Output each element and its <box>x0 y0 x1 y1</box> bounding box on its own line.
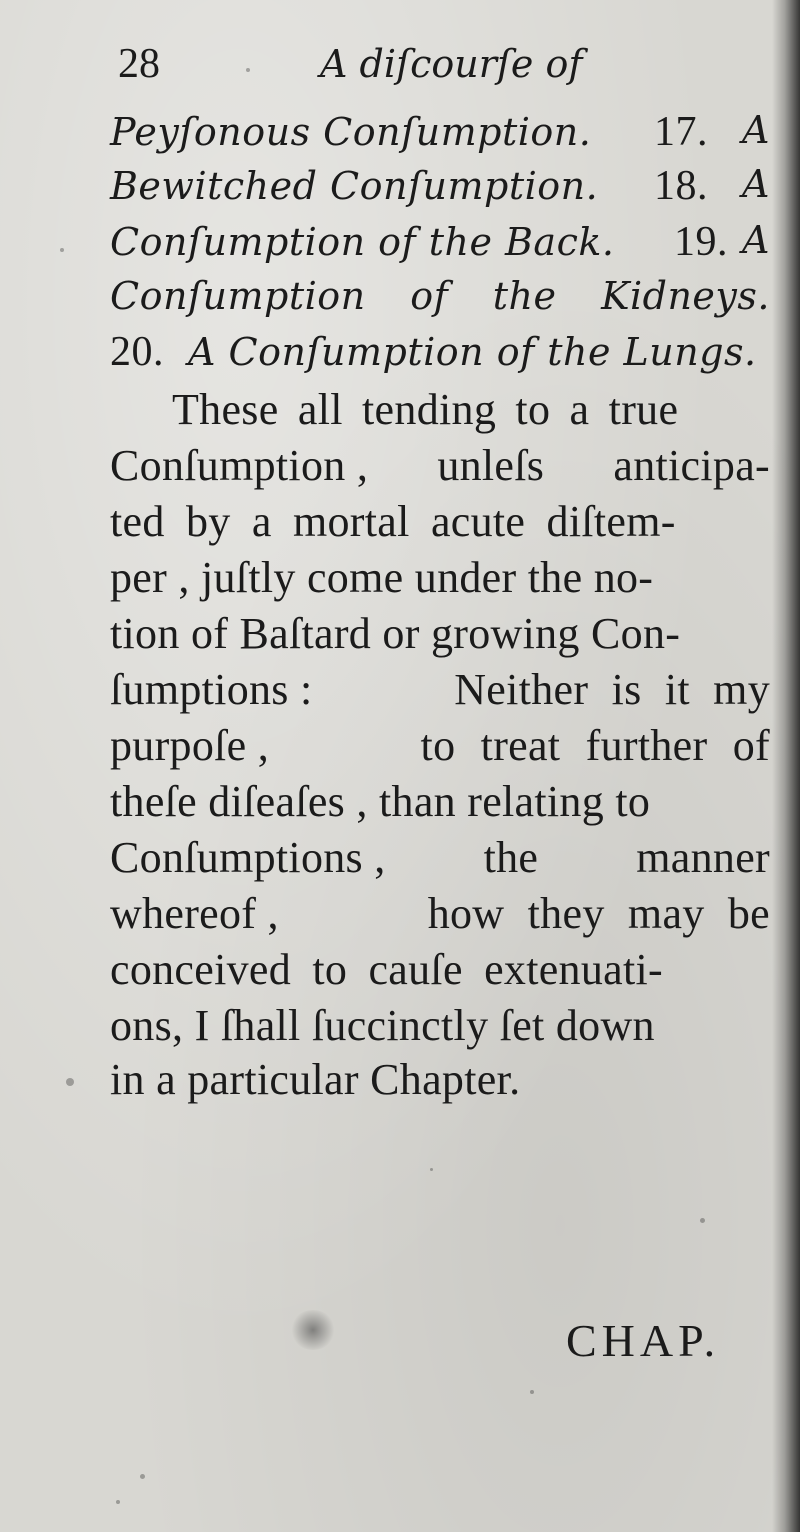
text-line <box>110 162 770 210</box>
text-segment: anticipa- <box>613 441 770 490</box>
text-segment: Neither is it my <box>454 665 770 714</box>
binding-shadow <box>772 0 800 1532</box>
text-line <box>110 1054 770 1105</box>
paper-speck <box>60 248 64 252</box>
text-line <box>110 1000 770 1051</box>
paper-speck <box>700 1218 705 1223</box>
text-line <box>110 720 770 771</box>
text-segment: Peyſonous Conſumption. <box>110 110 592 154</box>
text-segment: how they may be <box>427 889 770 938</box>
paper-speck <box>66 1078 74 1086</box>
text-line <box>110 888 770 939</box>
paper-speck <box>140 1474 145 1479</box>
text-segment: of <box>410 274 449 318</box>
text-segment: Conſumption of the Back. <box>110 220 615 264</box>
text-line <box>110 440 770 491</box>
text-segment: theſe diſeaſes , than relating to <box>110 777 651 826</box>
text-group <box>674 218 770 266</box>
text-segment: ons, I ſhall ſuccinctly ſet down <box>110 1001 655 1050</box>
text-segment: purpoſe , <box>110 721 270 770</box>
text-group <box>654 162 770 210</box>
text-segment: Conſumption , <box>110 441 369 490</box>
text-segment: ted by a mortal acute diſtem- <box>110 497 676 546</box>
text-line <box>110 274 770 318</box>
paper-speck <box>530 1390 534 1394</box>
paper-stain <box>290 1310 336 1350</box>
text-line <box>110 108 770 156</box>
text-segment: the <box>483 833 539 882</box>
running-head <box>110 40 610 96</box>
text-segment: Conſumptions , <box>110 833 386 882</box>
text-line <box>110 608 770 659</box>
text-segment: These all tending to a true <box>172 385 679 434</box>
text-segment: Kidneys. <box>601 274 770 318</box>
text-line <box>110 218 770 266</box>
page-number: 28 <box>118 41 160 87</box>
text-segment: per , juſtly come under the no- <box>110 553 654 602</box>
paper-speck <box>430 1168 433 1171</box>
paper-speck <box>116 1500 120 1504</box>
list-number: 17. <box>654 109 709 155</box>
text-line <box>110 664 770 715</box>
running-title: A diſcourſe of <box>320 42 583 86</box>
text-group <box>654 108 770 156</box>
text-segment: ſumptions : <box>110 665 313 714</box>
text-line <box>110 496 770 547</box>
text-line <box>172 384 770 435</box>
list-number: 18. <box>654 163 709 209</box>
text-segment: to treat further of <box>420 721 770 770</box>
text-segment: conceived to cauſe extenuati- <box>110 945 663 994</box>
text-segment: Conſumption <box>110 274 366 318</box>
text-line <box>110 832 770 883</box>
text-segment: A <box>742 218 770 262</box>
text-segment: A Conſumption of the Lungs. <box>188 330 757 374</box>
text-line <box>110 328 770 376</box>
text-segment: unleſs <box>437 441 545 490</box>
catchword: CHAP. <box>566 1315 721 1366</box>
list-number: 19. <box>674 219 729 265</box>
text-segment: A <box>742 108 770 152</box>
text-segment: whereof , <box>110 889 279 938</box>
text-segment: Bewitched Conſumption. <box>110 164 599 208</box>
text-segment: manner <box>636 833 770 882</box>
list-number: 20. <box>110 329 164 375</box>
text-segment: A <box>742 162 770 206</box>
text-line <box>110 776 770 827</box>
text-line <box>110 944 770 995</box>
text-segment: the <box>492 274 557 318</box>
text-segment: tion of Baſtard or growing Con- <box>110 609 681 658</box>
text-line <box>110 552 770 603</box>
text-segment: in a particular Chapter. <box>110 1055 521 1104</box>
